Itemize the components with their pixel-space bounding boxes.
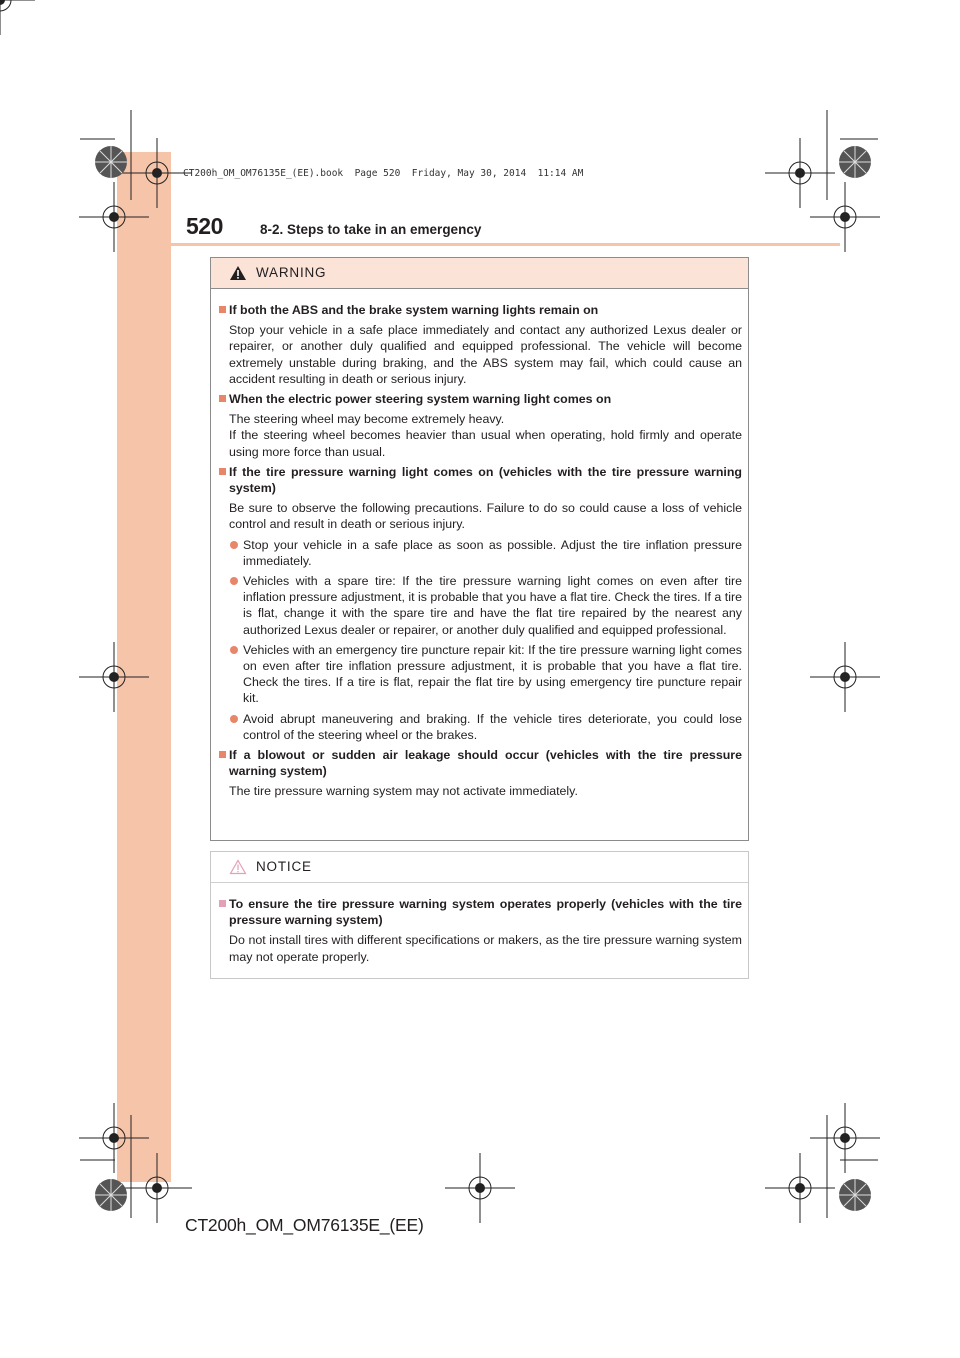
notice-box xyxy=(210,851,749,979)
item-text-line: The steering wheel may become extremely heavy. xyxy=(229,412,505,427)
round-bullet-icon xyxy=(230,715,238,723)
bullet-list xyxy=(219,537,742,743)
warning-item xyxy=(219,302,742,387)
warning-triangle-icon xyxy=(229,265,247,281)
square-bullet-icon xyxy=(219,751,226,758)
item-text: Do not install tires with different specifications or makers, as the tire pressure warning system may not operate properly. xyxy=(229,933,742,964)
warning-header xyxy=(211,258,748,289)
registration-target-icon xyxy=(0,0,35,35)
item-text: The tire pressure warning system may not activate immediately. xyxy=(229,784,578,799)
section-title: 8-2. Steps to take in an emergency xyxy=(260,222,482,237)
item-text: Be sure to observe the following precautions. Failure to do so could cause a loss of vehicle control and result in death or serious injury. xyxy=(229,501,742,532)
notice-label: NOTICE xyxy=(256,859,312,874)
item-title: If both the ABS and the brake system warning lights remain on xyxy=(229,303,599,317)
item-text-line: If the steering wheel becomes heavier than usual when operating, hold firmly and operate using more force than usual. xyxy=(229,428,742,459)
square-bullet-icon xyxy=(219,395,226,402)
item-title: To ensure the tire pressure warning system operates properly (vehicles with the tire pressure warning system) xyxy=(229,897,742,928)
square-bullet-icon xyxy=(219,306,226,313)
item-title: When the electric power steering system warning light comes on xyxy=(229,392,612,407)
book-info: CT200h_OM_OM76135E_(EE).book Page 520 Friday, May 30, 2014 11:14 AM xyxy=(183,168,584,179)
footer-document-code: CT200h_OM_OM76135E_(EE) xyxy=(185,1215,424,1235)
warning-body xyxy=(211,289,748,800)
item-text: Stop your vehicle in a safe place immediately and contact any authorized Lexus dealer or repairer, or another duly qualified and equipped professional. The vehicle will become extremely unstable during braking, and the ABS system may fail, which could cause an accident resulting in death or serious injury. xyxy=(229,323,742,386)
notice-item xyxy=(219,896,742,965)
warning-label: WARNING xyxy=(256,265,327,280)
square-bullet-icon xyxy=(219,900,226,907)
list-item: Vehicles with a spare tire: If the tire pressure warning light comes on even after tire inflation pressure adjustment, it is probable that you have a flat tire. Check the tires. If a tire is flat, change it with the spare tire and have the flat tire repaired by the nearest any authorized Lexus dealer or repairer, or another duly qualified and equipped professional. xyxy=(219,573,742,638)
warning-item xyxy=(219,747,742,800)
list-item: Stop your vehicle in a safe place as soon as possible. Adjust the tire inflation pressure immediately. xyxy=(219,537,742,569)
item-title: If the tire pressure warning light comes on (vehicles with the tire pressure warning system) xyxy=(229,464,742,496)
notice-body xyxy=(211,883,748,965)
warning-box xyxy=(210,257,749,841)
list-item: Vehicles with an emergency tire puncture repair kit: If the tire pressure warning light comes on even after tire inflation pressure adjustment, it is probable that you have a flat tire. Check the tires. If a tire is flat, repair the flat tire by using emergency tire puncture repair kit. xyxy=(219,642,742,707)
caution-triangle-icon xyxy=(229,859,247,875)
round-bullet-icon xyxy=(230,646,238,654)
round-bullet-icon xyxy=(230,577,238,585)
item-title: If a blowout or sudden air leakage should occur (vehicles with the tire pressure warning system) xyxy=(229,748,742,779)
list-item: Avoid abrupt maneuvering and braking. If the vehicle tires deteriorate, you could lose control of the steering wheel or the brakes. xyxy=(219,711,742,743)
page-number: 520 xyxy=(186,213,223,239)
notice-header xyxy=(211,852,748,883)
warning-item xyxy=(219,391,742,460)
square-bullet-icon xyxy=(219,468,226,475)
round-bullet-icon xyxy=(230,541,238,549)
warning-item xyxy=(219,464,742,743)
item-text xyxy=(219,411,742,460)
